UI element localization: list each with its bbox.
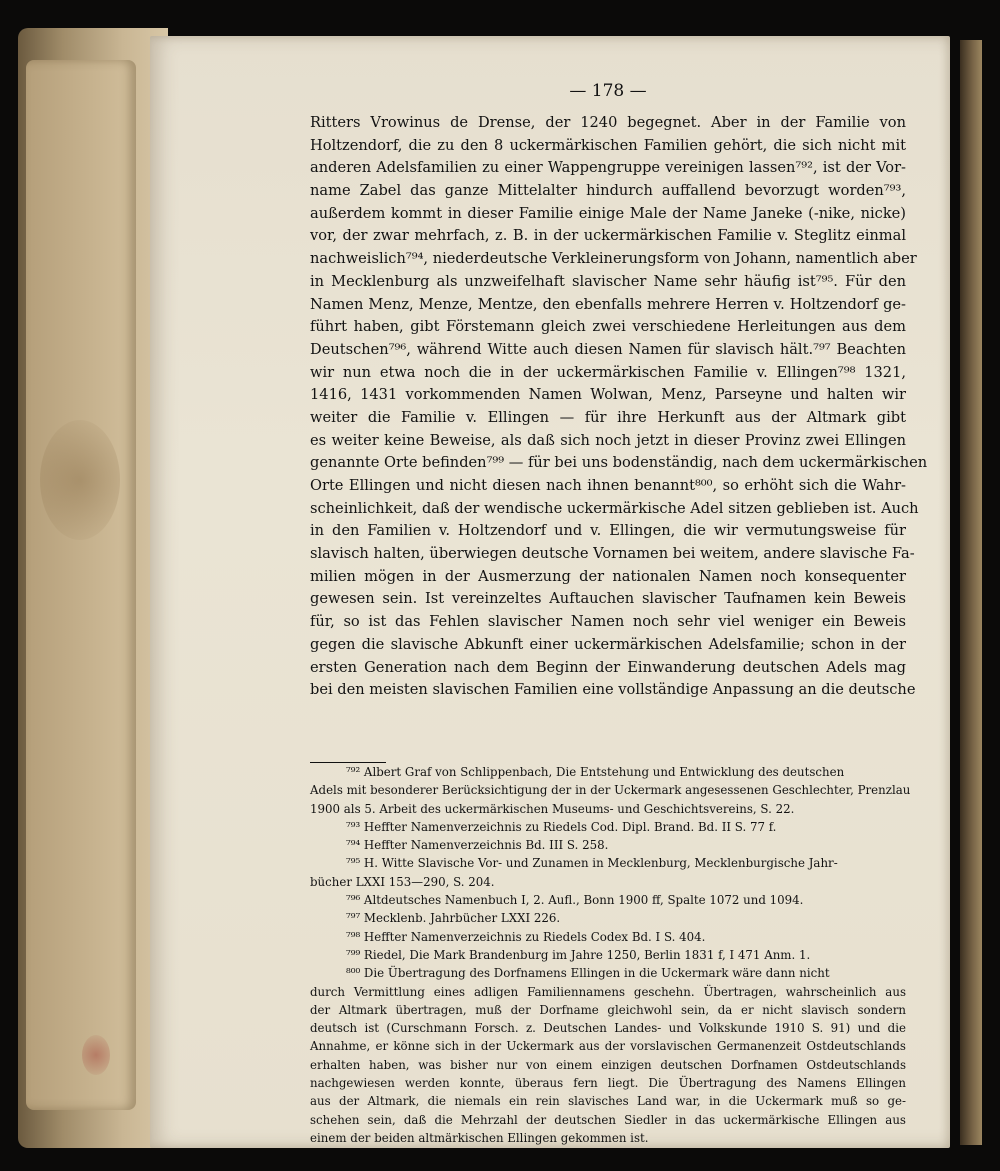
footnote-line: ⁷⁹⁴ Heffter Namenverzeichnis Bd. III S. 258. <box>346 838 609 853</box>
body-line: führt haben, gibt Förstemann gleich zwei verschiedene Herleitungen aus dem <box>310 318 906 336</box>
body-line: Orte Ellingen und nicht diesen nach ihnen benannt⁸⁰⁰, so erhöht sich die Wahr- <box>310 477 906 494</box>
body-line: slavisch halten, überwiegen deutsche Vornamen bei weitem, andere slavische Fa- <box>310 545 915 563</box>
footnote-line: Adels mit besonderer Berücksichtigung der in der Uckermark angesessenen Geschlechter, Prenzlau <box>310 783 911 798</box>
body-line: vor, der zwar mehrfach, z. B. in der uckermärkischen Familie v. Steglitz einmal <box>310 227 906 245</box>
body-line: 1416, 1431 vorkommenden Namen Wolwan, Menz, Parseyne und halten wir <box>310 386 906 404</box>
body-line: Namen Menz, Menze, Mentze, den ebenfalls mehrere Herren v. Holtzendorf ge- <box>310 295 906 313</box>
body-line: Deutschen⁷⁹⁶, während Witte auch diesen Namen für slavisch hält.⁷⁹⁷ Beachten <box>310 340 906 358</box>
footnote-line: ⁷⁹² Albert Graf von Schlippenbach, Die Entstehung und Entwicklung des deutschen <box>346 765 845 779</box>
footnote-line: deutsch ist (Curschmann Forsch. z. Deutschen Landes- und Volkskunde 1910 S. 91) und die <box>310 1021 906 1036</box>
body-line: nachweislich⁷⁹⁴, niederdeutsche Verkleinerungsform von Johann, namentlich aber <box>310 250 917 268</box>
body-text <box>310 112 928 702</box>
left-page-edge <box>26 60 136 1110</box>
footnote-line: ⁸⁰⁰ Die Übertragung des Dorfnamens Ellingen in die Uckermark wäre dann nicht <box>346 966 830 981</box>
body-line: gewesen sein. Ist vereinzeltes Auftauchen slavischer Taufnamen kein Beweis <box>310 590 906 608</box>
body-line: anderen Adelsfamilien zu einer Wappengruppe vereinigen lassen⁷⁹², ist der Vor- <box>310 159 906 177</box>
body-line: ersten Generation nach dem Beginn der Einwanderung deutschen Adels mag <box>310 658 906 676</box>
footnote-line: ⁷⁹⁶ Altdeutsches Namenbuch I, 2. Aufl., Bonn 1900 ff, Spalte 1072 und 1094. <box>346 893 804 908</box>
footnote-line: schehen sein, daß die Mehrzahl der deutschen Siedler in das uckermärkische Ellingen aus <box>310 1112 906 1127</box>
footnote-line: Annahme, er könne sich in der Uckermark aus der vorslavischen Germanenzeit Ostdeutschlands <box>310 1039 906 1054</box>
footnote-line: ⁷⁹⁹ Riedel, Die Mark Brandenburg im Jahre 1250, Berlin 1831 f, I 471 Anm. 1. <box>346 947 811 962</box>
body-line: für, so ist das Fehlen slavischer Namen noch sehr viel weniger ein Beweis <box>310 613 906 631</box>
footnote-line: ⁷⁹³ Heffter Namenverzeichnis zu Riedels Cod. Dipl. Brand. Bd. II S. 77 f. <box>346 819 777 834</box>
footnote-line: nachgewiesen werden konnte, überaus fern liegt. Die Übertragung des Namens Ellingen <box>310 1076 906 1091</box>
body-line: Holtzendorf, die zu den 8 uckermärkischen Familien gehört, die sich nicht mit <box>310 136 906 154</box>
body-line: wir nun etwa noch die in der uckermärkischen Familie v. Ellingen⁷⁹⁸ 1321, <box>310 363 906 381</box>
page-gutter <box>960 40 982 1145</box>
body-line: in Mecklenburg als unzweifelhaft slavischer Name sehr häufig ist⁷⁹⁵. Für den <box>310 272 906 290</box>
footnote-line: ⁷⁹⁸ Heffter Namenverzeichnis zu Riedels Codex Bd. I S. 404. <box>346 929 706 944</box>
body-line: gegen die slavische Abkunft einer uckermärkischen Adelsfamilie; schon in der <box>310 635 906 653</box>
footnote-line: aus der Altmark, die niemals ein rein slavisches Land war, in die Uckermark muß so ge- <box>310 1094 906 1109</box>
body-line: scheinlichkeit, daß der wendische uckermärkische Adel sitzen geblieben ist. Auch <box>310 499 919 517</box>
body-line: außerdem kommt in dieser Familie einige Male der Name Janeke (-nike, nicke) <box>310 204 906 222</box>
footnote-line: einem der beiden altmärkischen Ellingen gekommen ist. <box>310 1130 649 1145</box>
body-line: bei den meisten slavischen Familien eine vollständige Anpassung an die deutsche <box>310 681 916 699</box>
footnotes <box>310 763 911 1147</box>
footnote-line: der Altmark übertragen, muß der Dorfname gleichwohl sein, da er nicht slavisch sondern <box>310 1002 906 1017</box>
footnote-line: ⁷⁹⁵ H. Witte Slavische Vor- und Zunamen in Mecklenburg, Mecklenburgische Jahr- <box>346 856 838 871</box>
body-line: es weiter keine Beweise, als daß sich noch jetzt in dieser Provinz zwei Ellingen <box>310 431 906 449</box>
footnote-line: 1900 als 5. Arbeit des uckermärkischen Museums- und Geschichtsvereins, S. 22. <box>310 801 795 816</box>
footnote-line: ⁷⁹⁷ Mecklenb. Jahrbücher LXXI 226. <box>346 911 561 926</box>
footnote-line: bücher LXXI 153—290, S. 204. <box>310 874 495 889</box>
footnote-line: erhalten haben, was bisher nur von einem einzigen deutschen Dorfnamen Ostdeutschlands <box>310 1057 906 1072</box>
body-line: in den Familien v. Holtzendorf und v. Ellingen, die wir vermutungsweise für <box>310 522 906 540</box>
body-line: genannte Orte befinden⁷⁹⁹ — für bei uns bodenständig, nach dem uckermärkischen <box>310 454 928 472</box>
body-line: weiter die Familie v. Ellingen — für ihre Herkunft aus der Altmark gibt <box>310 408 906 426</box>
footnote-line: durch Vermittlung eines adligen Familiennamens geschehn. Übertragen, wahrscheinlich aus <box>310 984 906 999</box>
page-number: — 178 — <box>569 81 647 101</box>
body-line: name Zabel das ganze Mittelalter hindurch auffallend bevorzugt worden⁷⁹³, <box>310 182 906 200</box>
red-stain <box>82 1035 110 1075</box>
water-stain <box>40 420 120 540</box>
body-line: milien mögen in der Ausmerzung der nationalen Namen noch konsequenter <box>310 567 906 585</box>
body-line: Ritters Vrowinus de Drense, der 1240 begegnet. Aber in der Familie von <box>310 114 906 131</box>
